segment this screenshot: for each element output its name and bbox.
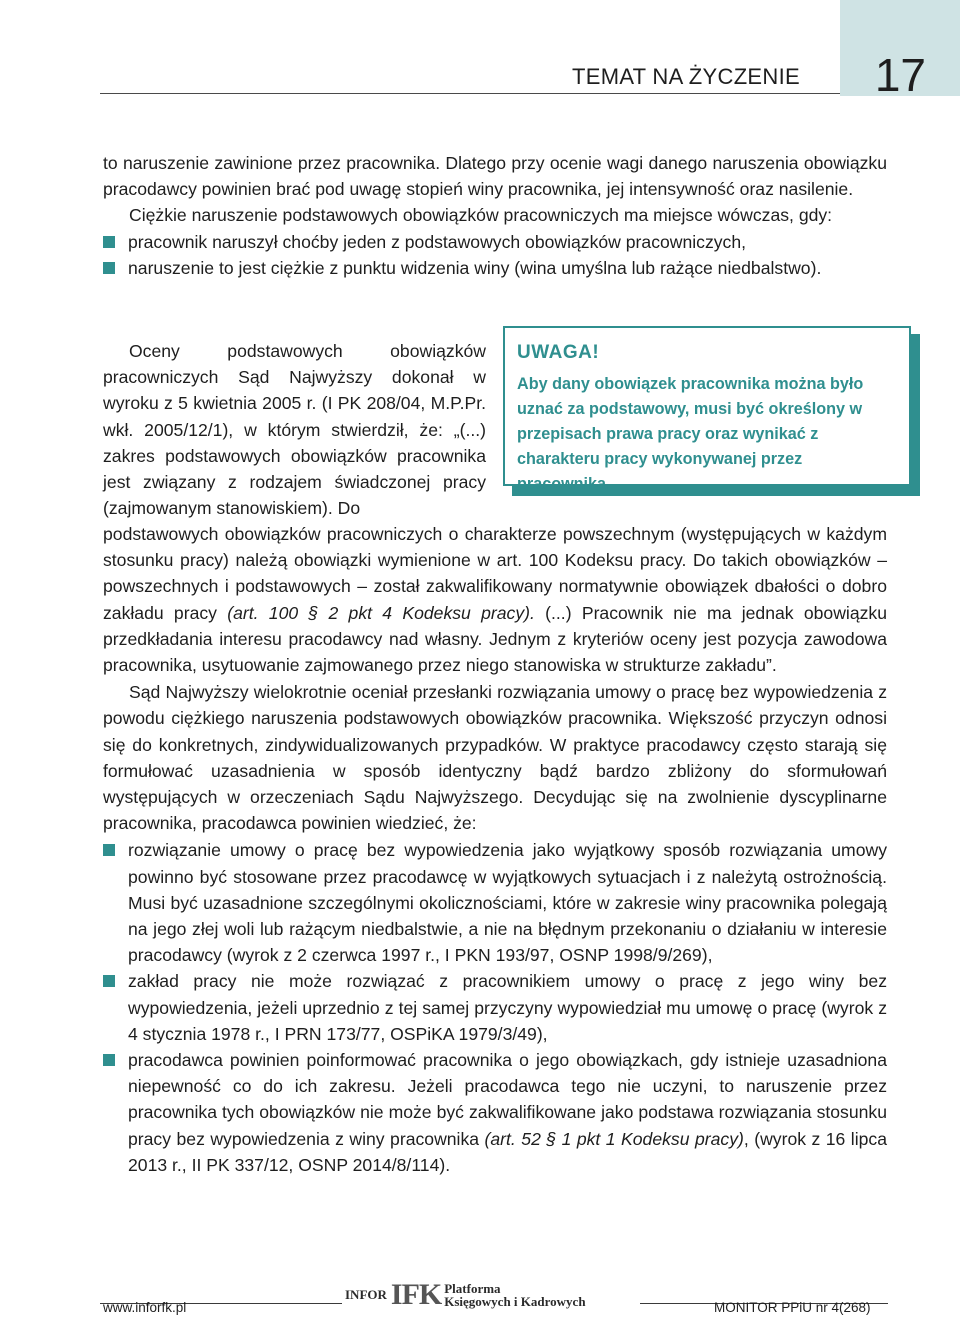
platform-name [444,1282,585,1308]
note-title: UWAGA! [517,342,600,363]
publication-issue: MONITOR PPiU nr 4(268) [714,1300,871,1315]
infor-logo: INFOR [345,1287,387,1302]
section-title: TEMAT NA ŻYCZENIE [572,64,800,89]
publisher-logo [345,1278,586,1312]
list-item: zakład pracy nie może rozwiązać z pracownikiem umowy o pracę z jego winy bez wypowiedzenia, jeżeli uprzednio z tej samej przyczyny wypowiedział mu umowę o pracę (wyrok z 4 stycznia 1978 r., I PRN 173/77, OSPiKA 1979/3/49), [103,968,887,1047]
continuation-paragraph [103,521,887,678]
continuation-block [103,521,887,1178]
supreme-court-quote: Oceny podstawowych obowiązków pracowniczych Sąd Najwyższy dokonał w wyroku z 5 kwietnia 2005 r. (I PK 208/04, M.P.Pr. wkł. 2005/12/1), w którym stwierdził, że: „(...) zakres podstawowych obowiązków pracownika jest związany z rodzajem świadczonej pracy (zajmowanym stanowiskiem). Do [103,341,486,519]
law-citation: (art. 100 § 2 pkt 4 Kodeksu pracy). [227,602,535,623]
ifk-logo: IFK [390,1278,442,1311]
list-item: rozwiązanie umowy o pracę bez wypowiedzenia jako wyjątkowy sposób rozwiązania umowy powinno być stosowane przez pracodawcę w wyjątkowych sytuacjach i z należytą ostrożnością. Musi być uzasadnione szczególnymi okolicznościami, które w zakresie winy pracownika polegają na jego złej woli lub rażącym niedbalstwie, a nie na błędnym przekonaniu o działaniu w interesie pracodawcy (wyrok z 2 czerwca 1997 r., I PKN 193/97, OSNP 1998/9/269), [103,837,887,968]
intro-paragraph: to naruszenie zawinione przez pracownika. Dlatego przy ocenie wagi danego naruszenia obowiązku pracodawcy powinien brać pod uwagę stopień winy pracownika, jej intensywność oraz nasilenie. [103,153,887,200]
definition-paragraph: Ciężkie naruszenie podstawowych obowiązków pracowniczych ma miejsce wówczas, gdy: [129,205,833,226]
dismissal-bullets [103,837,887,1178]
note-body: Aby dany obowiązek pracownika można było uznać za podstawowy, musi być określony w przepisach prawa pracy oraz wynikać z charakteru pracy wykonywanej przez pracownika. [517,375,864,493]
list-item: naruszenie to jest ciężkie z punktu widzenia winy (wina umyślna lub rażące niedbalstwo). [103,255,887,281]
note-box [503,326,911,493]
list-item: pracownik naruszył choćby jeden z podstawowych obowiązków pracowniczych, [103,229,887,255]
continuation-text: podstawowych obowiązków pracowniczych o charakterze powszechnym (występujących w każdym stosunku pracy) należą obowiązki wymienione w art. 100 Kodeksu pracy. Do takich obowiązków – powszechnych i podstawowych – został zakwalifikowany normatywnie obowiązek dbałości o dobro zakładu pracy [103,524,887,623]
law-citation: (art. 52 § 1 pkt 1 Kodeksu pracy) [484,1128,744,1149]
continuation-text-end: (...) Pracownik nie ma jednak obowiązku przedkładania interesu pracodawcy nad własny. Jednym z kryteriów oceny jest pozycja zawodowa pracownika, usytuowanie zajmowanego przez niego stanowiska w strukturze zakładu”. [103,602,887,676]
bullet-text: pracodawca powinien poinformować pracownika o jego obowiązkach, gdy istnieje uzasadniona niepewność co do ich zakresu. Jeżeli pracodawca tego nie uczyni, to naruszenie przez pracownika tych obowiązków nie może być zakwalifikowane jako podstawa rozwiązania stosunku pracy bez wypowiedzenia z winy pracownika [128,1050,887,1149]
bullet-text-end: , (wyrok z 16 lipca 2013 r., II PK 337/12, OSNP 2014/8/114). [128,1128,887,1175]
left-column [103,338,486,521]
intro-block [103,150,887,281]
footer-url[interactable]: www.inforfk.pl [103,1300,187,1315]
platform-name-line1: Platforma [444,1281,501,1296]
page-number: 17 [874,49,926,101]
list-item [103,1047,887,1178]
supreme-court-paragraph: Sąd Najwyższy wielokrotnie oceniał przesłanki rozwiązania umowy o pracę bez wypowiedzenia z powodu ciężkiego naruszenia podstawowych obowiązków pracownika. Większość przyczyn odnosi się do konkretnych, zindywidualizowanych przypadków. W praktyce pracodawcy często starają się formułować uzasadnienia w sposób identyczny bądź bardzo zbliżony do sformułowań występujących w orzeczeniach Sądu Najwyższego. Decydując się na zwolnienie dyscyplinarne pracownika, pracodawca powinien wiedzieć, że: [103,682,887,834]
header-divider [100,93,840,94]
platform-name-line2: Księgowych i Kadrowych [444,1294,586,1309]
page-number-tab [840,0,960,101]
definition-bullets [103,229,887,281]
